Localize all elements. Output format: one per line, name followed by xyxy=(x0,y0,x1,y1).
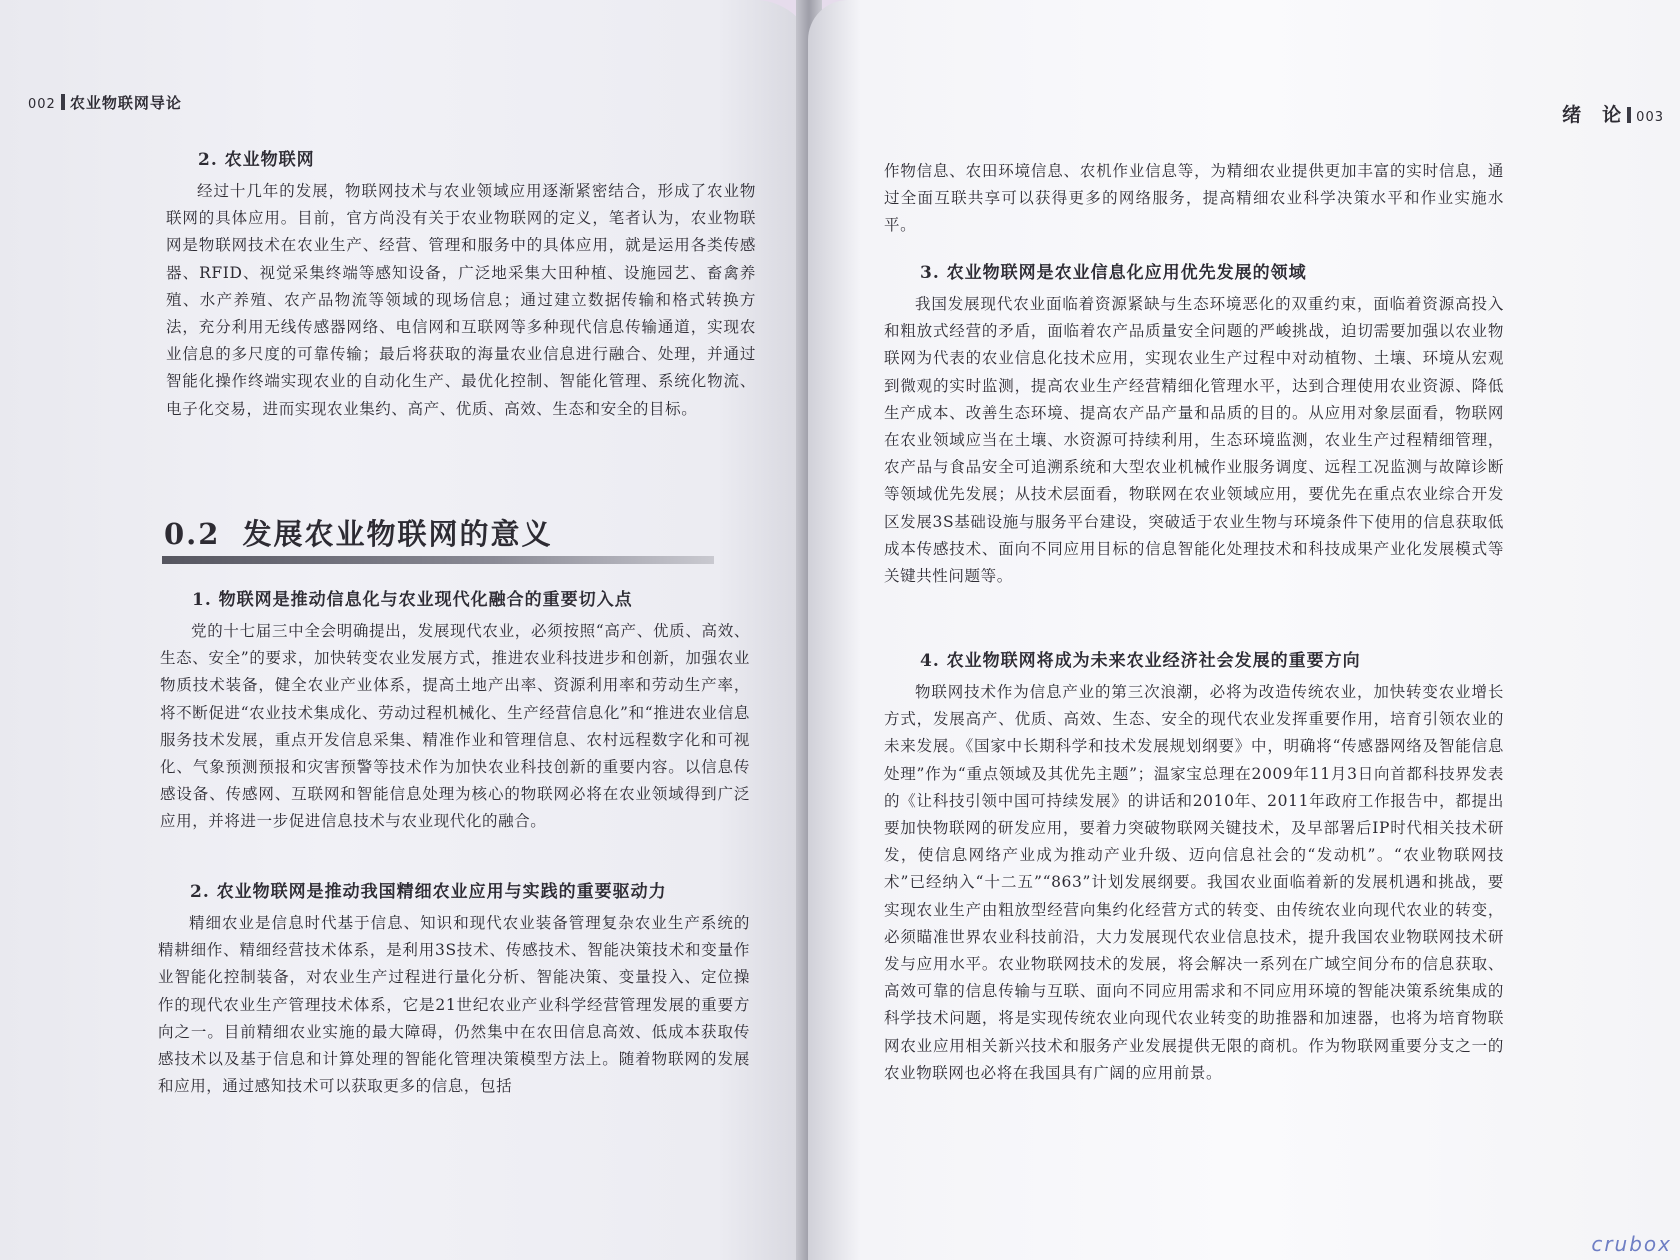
section-rule xyxy=(162,556,714,564)
left-page xyxy=(0,0,815,1260)
subsection-heading: 2. 农业物联网是推动我国精细农业应用与实践的重要驱动力 xyxy=(190,882,667,902)
body-paragraph: 物联网技术作为信息产业的第三次浪潮，必将为改造传统农业，加快转变农业增长方式，发展高产、优质、高效、生态、安全的现代农业发挥重要作用，培育引领农业的未来发展。《国家中长期科学和技术发展规划纲要》中，明确将“传感器网络及智能信息处理”作为“重点领域及其优先主题”；温家宝总理在2009年11月3日向首都科技界发表的《让科技引领中国可持续发展》的讲话和2010年、2011年政府工作报告中，都提出要加快物联网的研发应用，要着力突破物联网关键技术，及早部署后IP时代相关技术研发，使信息网络产业成为推动产业升级、迈向信息社会的“发动机”。“农业物联网技术”已经纳入“十二五”“863”计划发展纲要。我国农业面临着新的发展机遇和挑战，要实现农业生产由粗放型经营向集约化经营方式的转变、由传统农业向现代农业的转变，必须瞄准世界农业科技前沿，大力发展现代农业信息技术，提升我国农业物联网技术研发与应用水平。农业物联网技术的发展，将会解决一系列在广域空间分布的信息获取、高效可靠的信息传输与互联、面向不同应用需求和不同应用环境的智能决策系统集成的科学技术问题，将是实现传统农业向现代农业转变的助推器和加速器，也将为培育物联网农业应用相关新兴技术和服务产业发展提供无限的商机。作为物联网重要分支之一的农业物联网也必将在我国具有广阔的应用前景。 xyxy=(884,683,1504,1082)
body-paragraph: 作物信息、农田环境信息、农机作业信息等，为精细农业提供更加丰富的实时信息，通过全面互联共享可以获得更多的网络服务，提高精细农业科学决策水平和作业实施水平。 xyxy=(884,162,1504,235)
body-paragraph: 经过十几年的发展，物联网技术与农业领域应用逐渐紧密结合，形成了农业物联网的具体应用。目前，官方尚没有关于农业物联网的定义，笔者认为，农业物联网是物联网技术在农业生产、经营、管理和服务中的具体应用，就是运用各类传感器、RFID、视觉采集终端等感知设备，广泛地采集大田种植、设施园艺、畜禽养殖、水产养殖、农产品物流等领域的现场信息；通过建立数据传输和格式转换方法，充分利用无线传感器网络、电信网和互联网等多种现代信息传输通道，实现农业信息的多尺度的可靠传输；最后将获取的海量农业信息进行融合、处理，并通过智能化操作终端实现农业的自动化生产、最优化控制、智能化管理、系统化物流、电子化交易，进而实现农业集约、高产、优质、高效、生态和安全的目标。 xyxy=(166,182,756,418)
book-title: 农业物联网导论 xyxy=(69,94,182,112)
body-paragraph: 党的十七届三中全会明确提出，发展现代农业，必须按照“高产、优质、高效、生态、安全”的要求，加快转变农业发展方式，推进农业科技进步和创新，加强农业物质技术装备，健全农业产业体系，提高土地产出率、资源利用率和劳动生产率，将不断促进“农业技术集成化、劳动过程机械化、生产经营信息化”和“推进农业信息服务技术发展，重点开发信息采集、精准作业和管理信息、农村远程数字化和可视化、气象预测预报和灾害预警等技术作为加快农业科技创新的重要内容。以信息传感设备、传感网、互联网和智能信息处理为核心的物联网必将在农业领域得到广泛应用，并将进一步促进信息技术与农业现代化的融合。 xyxy=(160,622,750,831)
continuation-block xyxy=(884,158,1504,240)
section-number: 0.2 xyxy=(164,517,221,551)
page-number: 003 xyxy=(1636,110,1664,125)
subsection-heading: 4. 农业物联网将成为未来农业经济社会发展的重要方向 xyxy=(920,651,1361,671)
subsection-heading: 2. 农业物联网 xyxy=(198,150,315,170)
running-head-left xyxy=(28,92,182,113)
body-paragraph: 精细农业是信息时代基于信息、知识和现代农业装备管理复杂农业生产系统的精耕细作、精细经营技术体系，是利用3S技术、传感技术、智能决策技术和变量作业智能化控制装备，对农业生产过程进行量化分析、智能决策、变量投入、定位操作的现代农业生产管理技术体系，它是21世纪农业产业科学经营管理发展的重要方向之一。目前精细农业实施的最大障碍，仍然集中在农田信息高效、低成本获取传感技术以及基于信息和计算处理的智能化管理决策模型方法上。随着物联网的发展和应用，通过感知技术可以获取更多的信息，包括 xyxy=(158,914,750,1096)
subsection-heading: 3. 农业物联网是农业信息化应用优先发展的领域 xyxy=(920,263,1307,283)
body-paragraph: 我国发展现代农业面临着资源紧缺与生态环境恶化的双重约束，面临着资源高投入和粗放式经营的矛盾，面临着农产品质量安全问题的严峻挑战，迫切需要加强以农业物联网为代表的农业信息化技术应用，实现农业生产过程中对动植物、土壤、环境从宏观到微观的实时监测，提高农业生产经营精细化管理水平，达到合理使用农业资源、降低生产成本、改善生态环境、提高农产品产量和品质的目的。从应用对象层面看，物联网在农业领域应当在土壤、水资源可持续利用，生态环境监测，农业生产过程精细管理，农产品与食品安全可追溯系统和大型农业机械作业服务调度、远程工况监测与故障诊断等领域优先发展；从技术层面看，物联网在农业领域应用，要优先在重点农业综合开发区发展3S基础设施与服务平台建设，突破适于农业生物与环境条件下使用的信息获取低成本传感技术、面向不同应用目标的信息智能化处理技术和科技成果产业化发展模式等关键共性问题等。 xyxy=(884,295,1504,586)
section-title xyxy=(164,512,552,553)
subsection-4 xyxy=(884,646,1504,1087)
running-head-right xyxy=(1562,100,1664,127)
header-bar xyxy=(1627,107,1631,123)
subsection-1 xyxy=(160,585,750,836)
header-bar xyxy=(61,94,65,110)
subsection-2 xyxy=(158,877,750,1100)
watermark: crubox xyxy=(1591,1232,1672,1256)
subsection-heading: 1. 物联网是推动信息化与农业现代化融合的重要切入点 xyxy=(192,590,633,610)
chapter-title: 绪 论 xyxy=(1562,104,1623,126)
intro-block xyxy=(166,145,756,423)
right-page xyxy=(808,0,1680,1260)
section-heading: 发展农业物联网的意义 xyxy=(242,517,553,551)
page-number: 002 xyxy=(28,97,56,112)
subsection-3 xyxy=(884,258,1504,590)
